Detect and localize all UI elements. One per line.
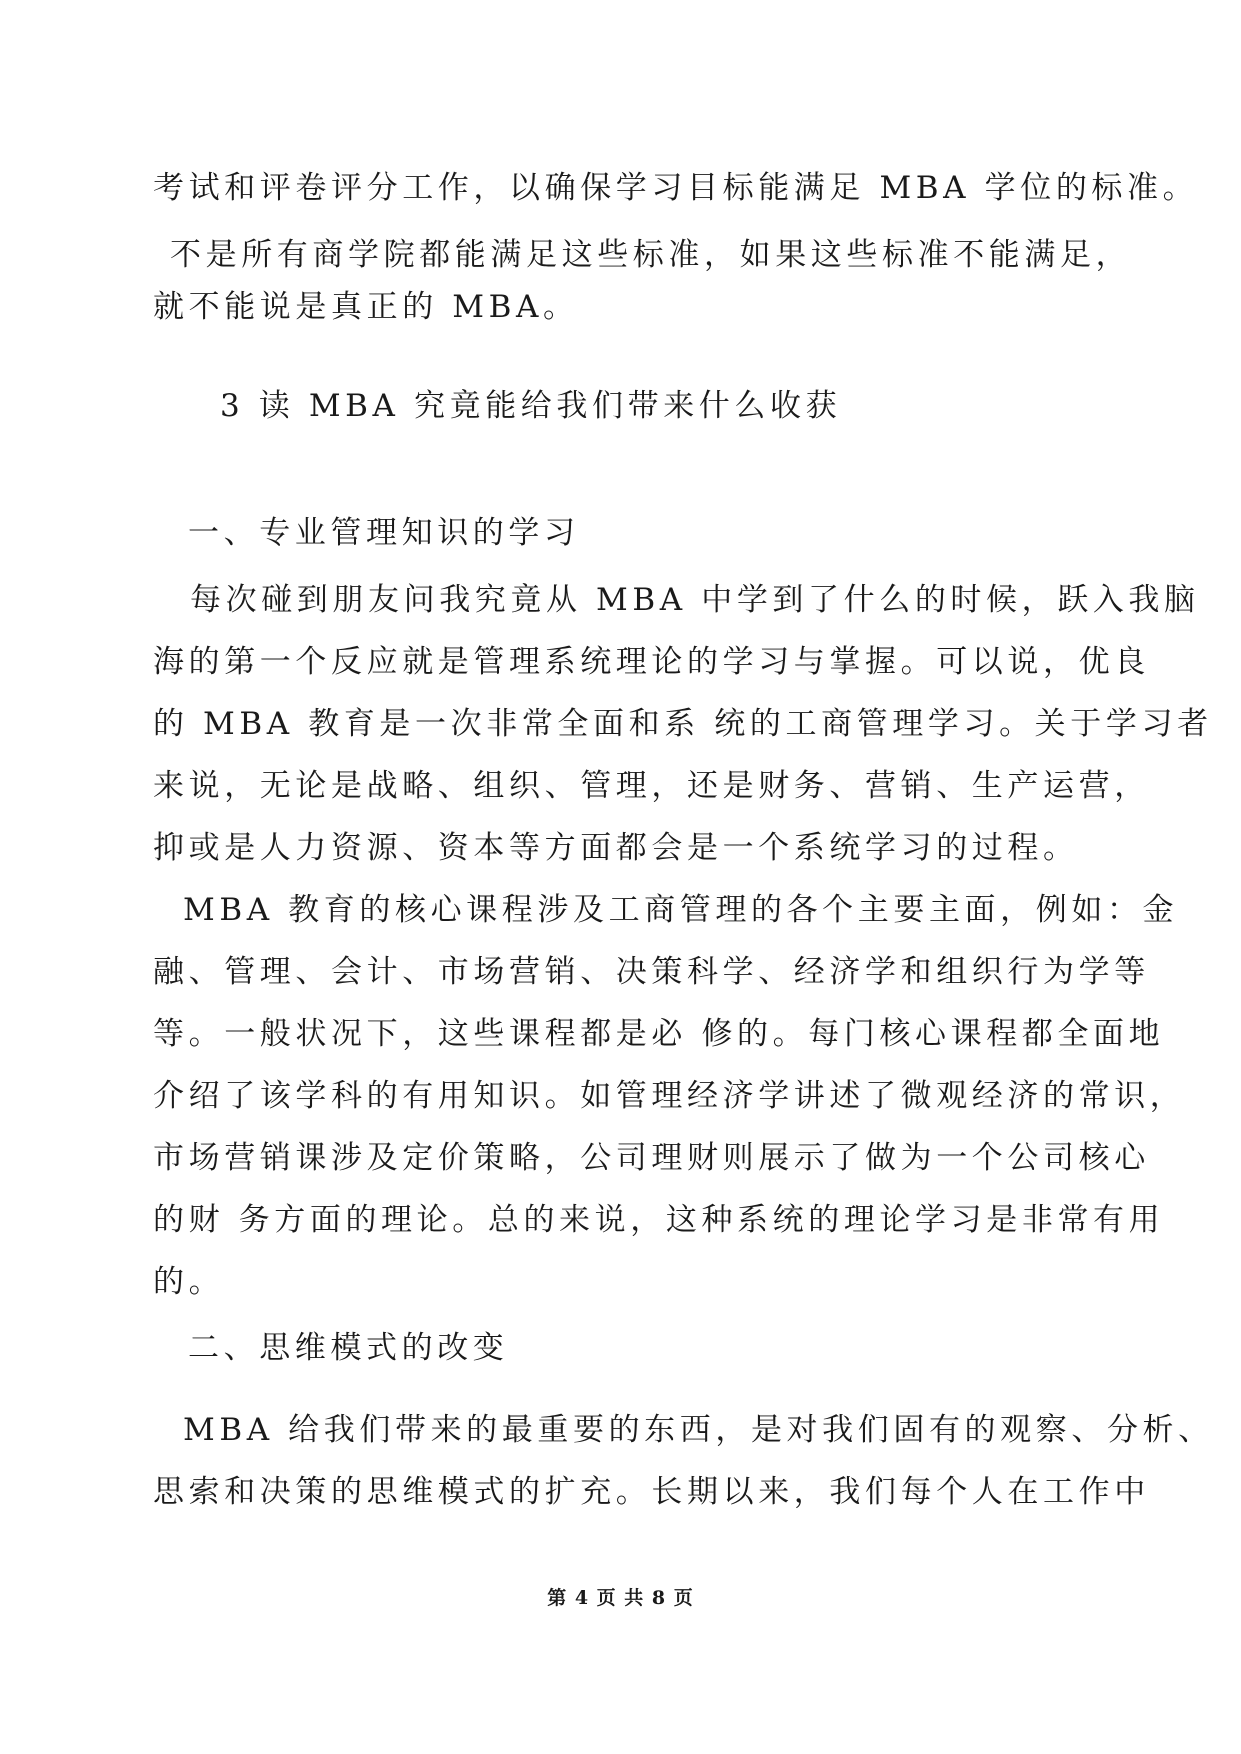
text-line: 就不能说是真正的 MBA。 <box>153 289 579 325</box>
subheading: 二、思维模式的改变 <box>188 1330 509 1366</box>
text-line: 的 MBA 教育是一次非常全面和系 统的工商管理学习。关于学习者 <box>153 706 1213 742</box>
section-heading: 3 读 MBA 究竟能给我们带来什么收获 <box>220 388 842 424</box>
text-line: 抑或是人力资源、资本等方面都会是一个系统学习的过程。 <box>153 830 1079 866</box>
text-line: 融、管理、会计、市场营销、决策科学、经济学和组织行为学等 <box>153 954 1150 990</box>
text-line: 市场营销课涉及定价策略，公司理财则展示了做为一个公司核心 <box>153 1140 1150 1176</box>
text-line: 考试和评卷评分工作，以确保学习目标能满足 MBA 学位的标准。 <box>153 170 1199 206</box>
text-line: 介绍了该学科的有用知识。如管理经济学讲述了微观经济的常识， <box>153 1078 1186 1114</box>
text-line: MBA 给我们带来的最重要的东西，是对我们固有的观察、分析、 <box>183 1412 1214 1448</box>
text-line: 来说，无论是战略、组织、管理，还是财务、营销、生产运营， <box>153 768 1150 804</box>
text-line: 的财 务方面的理论。总的来说，这种系统的理论学习是非常有用 <box>153 1202 1165 1238</box>
text-line: 思索和决策的思维模式的扩充。长期以来，我们每个人在工作中 <box>153 1474 1150 1510</box>
text-line: 等。一般状况下，这些课程都是必 修的。每门核心课程都全面地 <box>153 1016 1165 1052</box>
text-line: 不是所有商学院都能满足这些标准，如果这些标准不能满足， <box>170 237 1132 273</box>
text-line: 海的第一个反应就是管理系统理论的学习与掌握。可以说，优良 <box>153 644 1150 680</box>
text-line: 的。 <box>153 1264 225 1300</box>
page-number-footer: 第 4 页 共 8 页 <box>547 1587 694 1609</box>
subheading: 一、专业管理知识的学习 <box>188 515 580 551</box>
text-line: MBA 教育的核心课程涉及工商管理的各个主要主面，例如：金 <box>183 892 1179 928</box>
text-line: 每次碰到朋友问我究竟从 MBA 中学到了什么的时候，跃入我脑 <box>190 582 1200 618</box>
